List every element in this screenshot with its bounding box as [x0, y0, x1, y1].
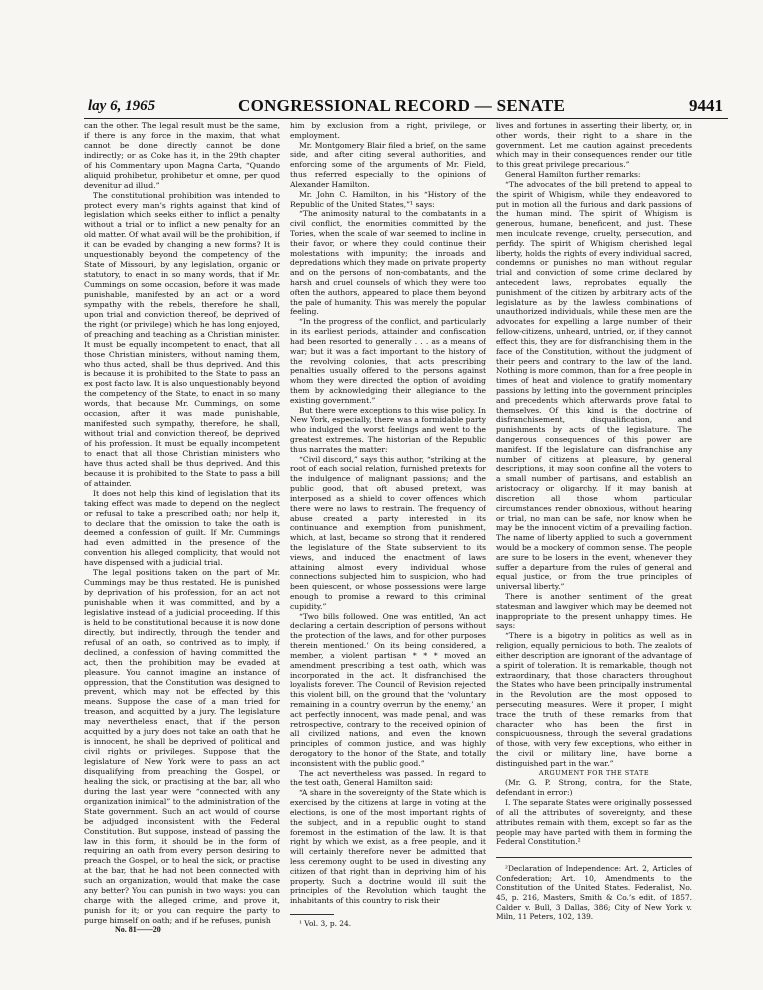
paragraph: can the other. The legal result must be the same, if there is any force in the maxim, that what cannot be done directly cannot be done indirectly; or as Coke has it, in the 29th chapter of his Commentary upon Magna Carta, “Quando aliquid prohibetur, prohibetur et omne, per quod devenitur ad illud.”: [84, 121, 280, 190]
quote-paragraph: “In the progress of the conflict, and particularly in its earliest periods, attainder and confiscation had been resorted to generally . . . as a means of war; but it was a fact important to the history of the revolving colonies, that acts prescribing penalties usually offered to the persons against whom they were directed the option of avoiding them by acknowledging their allegiance to the existing government.”: [290, 317, 486, 405]
footnote: ¹ Vol. 3, p. 24.: [299, 919, 352, 928]
paragraph: Mr. John C. Hamilton, in his “History of the Republic of the United States,”¹ says:: [290, 189, 486, 209]
footnote: ²Declaration of Independence: Art. 2, Articles of Confederation; Art. 10, Amendments to the Constitution of the United States. Federalist, No. 45, p. 216, Masters, Smith & Co.’s edit. of 1857. Calder v. Bull, 3 Dallas, 386; City of New York v. Miln, 11 Peters, 102, 139.: [496, 864, 692, 922]
column-middle: [290, 121, 486, 929]
header-date: lay 6, 1965: [88, 98, 156, 114]
page-header: [88, 96, 723, 118]
column-left: [84, 121, 280, 929]
paragraph: There is another sentiment of the great statesman and lawgiver which may be deemed not inappropriate to the present unhappy times. He says:: [496, 592, 692, 631]
paragraph: It does not help this kind of legislation that its taking effect was made to depend on the neglect or refusal to take a prescribed oath; nor help it, to declare that the omission to take the oath is deemed a confession of guilt. If Mr. Cummings had even admitted in the presence of the convention his alleged complicity, that would not have dispensed with a judicial trial.: [84, 488, 280, 568]
paragraph: him by exclusion from a right, privilege, or employment.: [290, 121, 486, 140]
footnote-rule: [290, 914, 334, 915]
paragraph: General Hamilton further remarks:: [505, 170, 641, 180]
section-heading: ARGUMENT FOR THE STATE: [538, 768, 650, 777]
quote-paragraph: “Two bills followed. One was entitled, ‘An act declaring a certain description of persons without the protection of the laws, and for other purposes therein mentioned.’ On its being considered, a member, a violent partisan * * * moved an amendment prescribing a test oath, which was incorporated in the act. It disfranchised the loyalists forever. The Council of Revision rejected this violent bill, on the ground that the ‘voluntary remaining in a country overrun by the enemy,’ an act perfectly innocent, was made penal, and was retrospective, contrary to the received opinion of all civilized nations, and even the known principles of common justice, and was highly derogatory to the honor of the State, and totally inconsistent with the public good.”: [290, 611, 486, 768]
column-right: [496, 121, 692, 929]
footnote-block: [496, 857, 692, 922]
paragraph: I. The separate States were originally possessed of all the attributes of sovereignty, and these attributes remain with them, except so far as the people may have parted with them in forming the Federal Constitution.²: [496, 798, 692, 847]
paragraph: The act nevertheless was passed. In regard to the test oath, General Hamilton said:: [290, 768, 486, 788]
header-rule: [84, 118, 728, 119]
paragraph: But there were exceptions to this wise policy. In New York, especially, there was a formidable party who indulged the worst feelings and went to the greatest extremes. The historian of the Republic thus narrates the matter:: [290, 405, 486, 454]
quote-paragraph: “There is a bigotry in politics as well as in religion, equally pernicious to both. The zealots of either description are ignorant of the advantage of a spirit of toleration. It is remarkable, though not extraordinary, that those characters throughout the States who have been principally instrumental in the Revolution are the most opposed to persecuting measures. Were it proper, I might trace the truth of these remarks from that character who has been the first in conspicuousness, through the several gradations of those, with very few exceptions, who either in the civil or military line, have borne a distinguished part in the war.”: [496, 631, 692, 768]
paragraph: The legal positions taken on the part of Mr. Cummings may be thus restated. He is punished by deprivation of his profession, for an act not punishable when it was committed, and by a legislative instead of a judicial proceeding. If this is held to be constitutional because it is now done directly, but indirectly, through the tender and refusal of an oath, so contrived as to imply, if declined, a confession of having committed the act, then the prohibition may be evaded at pleasure. You cannot imagine an instance of oppression, that the Constitution was designed to prevent, which may not be effected by this means. Suppose the case of a man tried for treason, and acquitted by a jury. The legislature may nevertheless enact, that if the person acquitted by a jury does not take an oath that he is innocent, he shall be deprived of political and civil rights or privileges. Suppose that the legislature of New York were to pass an act disqualifying from preaching the Gospel, or healing the sick, or practising at the bar, all who during the last year were “connected with any organization inimical” to the administration of the State government. Such an act would of course be adjudged inconsistent with the Federal Constitution. But suppose, instead of passing the law in this form, it should be in the form of requiring an oath from every person desiring to preach the Gospel, or to heal the sick, or practise at the bar, that he had not been connected with such an organization, would that make the case any better? You can punish in two ways: you can charge with the alleged crime, and prove it, punish for it; or you can require the party to purge himself on oath; and if he refuses, punish: [84, 568, 280, 925]
quote-paragraph: “Civil discord,” says this author, “striking at the root of each social relation, furnished pretexts for the indulgence of malignant passions; and the public good, that oft abused pretext, was interposed as a shield to cover offences which there were no laws to restrain. The frequency of abuse created a party interested in its continuance and exemption from punishment, which, at last, became so strong that it rendered the legislature of the State subservient to its views, and induced the enactment of laws attaining almost every individual whose connections subjected him to suspicion, who had been quiescent, or whose possessions were large enough to promise a reward to this criminal cupidity.”: [290, 454, 486, 611]
paragraph: Mr. Montgomery Blair filed a brief, on the same side, and after citing several authorities, and enforcing some of the arguments of Mr. Field, thus referred especially to the opinions of Alexander Hamilton.: [290, 140, 486, 189]
quote-paragraph: “A share in the sovereignty of the State which is exercised by the citizens at large in voting at the elections, is one of the most important rights of the subject, and in a republic ought to stand foremost in the estimation of the law. It is that right by which we exist, as a free people, and it will certainly therefore never be admitted that less ceremony ought to be used in divesting any citizen of that right than in depriving him of his property. Such a doctrine would ill suit the principles of the Revolution which taught the inhabitants of this country to risk their: [290, 788, 486, 906]
header-title: CONGRESSIONAL RECORD — SENATE: [238, 96, 566, 115]
paragraph: lives and fortunes in asserting their liberty, or, in other words, their right to a share in the government. Let me caution against precedents which may in their consequences render our title to this great privilege precarious.”: [496, 121, 692, 170]
quote-paragraph: “The advocates of the bill pretend to appeal to the spirit of Whigism, while they endeavored to put in motion all the furious and dark passions of the human mind. The spirit of Whigism is generous, humane, beneficent, and just. These men inculcate revenge, cruelty, persecution, and perfidy. The spirit of Whigism cherished legal liberty, holds the rights of every individual sacred, condemns or punishes no man without regular trial and conviction of some crime declared by antecedent laws, reprobates equally the punishment of the citizen by arbitrary acts of the legislature as by the lawless combinations of unauthorized individuals, while these men are the advocates for expelling a large number of their fellow-citizens, unheard, untried, or, if they cannot effect this, they are for disfranchising them in the face of the Constitution, without the judgment of their peers and contrary to the law of the land. Nothing is more common, than for a free people in times of heat and violence to gratify momentary passions by letting into the government principles and precedents which afterwards prove fatal to themselves. Of this kind is the doctrine of disfranchisement, disqualification, and punishments by acts of the legislature. The dangerous consequences of this power are manifest. If the legislature can disfranchise any number of citizens at pleasure, by general descriptions, it may soon confine all the voters to a small number of partisans, and establish an aristocracy or oligarchy. If it may banish at discretion all those whom particular circumstances render obnoxious, without hearing or trial, no man can be safe, nor know when he may be the innocent victim of a prevailing faction. The name of liberty applied to such a government would be a mockery of common sense. The people are sure to be losers in the event, whenever they suffer a departure from the rules of general and equal justice, or from the true principles of universal liberty.”: [496, 179, 692, 592]
paragraph: The constitutional prohibition was intended to protect every man’s rights against that kind of legislation which seeks either to inflict a penalty without a trial or to inflict a new penalty for an old matter. Of what avail will be the prohibition, if it can be evaded by changing a new forms? It is unquestionably beyond the competency of the State of Missouri, by any legislation, organic or statutory, to enact in so many words, that if Mr. Cummings on some occasion, before it was made punishable, manifested by an act or a word sympathy with the rebels, therefore he shall, upon trial and conviction thereof, be deprived of the right (or privilege) which he has long enjoyed, of preaching and teaching as a Christian minister. It must be equally incompetent to enact, that all those Christian ministers, without naming them, who thus acted, shall be thus deprived. And this is because it is prohibited to the State to pass an ex post facto law. It is also unquestionably beyond the competency of the State, to enact in so many words, that because Mr. Cummings, on some occasion, after it was made punishable, manifested such sympathy, therefore, he shall, without trial and conviction thereof, be deprived of his profession. It must be equally incompetent to enact that all those Christian ministers who have thus acted shall be thus deprived. And this because it is prohibited to the State to pass a bill of attainder.: [84, 190, 280, 488]
quote-paragraph: “The animosity natural to the combatants in a civil conflict, the enormities committed by the Tories, when the scale of war seemed to incline in their favor, or where they could continue their molestations with impunity; the inroads and depredations which they made on private property and on the persons of non-combatants, and the harsh and cruel counsels of which they were too often the authors, appeared to place them beyond the pale of humanity. This was merely the popular feeling.: [290, 209, 486, 317]
header-page-number: 9441: [689, 96, 723, 115]
page-footer: No. 81——20: [115, 925, 161, 934]
counsel-note: (Mr. G. P. Strong, contra, for the State, defendant in error:): [496, 778, 692, 798]
